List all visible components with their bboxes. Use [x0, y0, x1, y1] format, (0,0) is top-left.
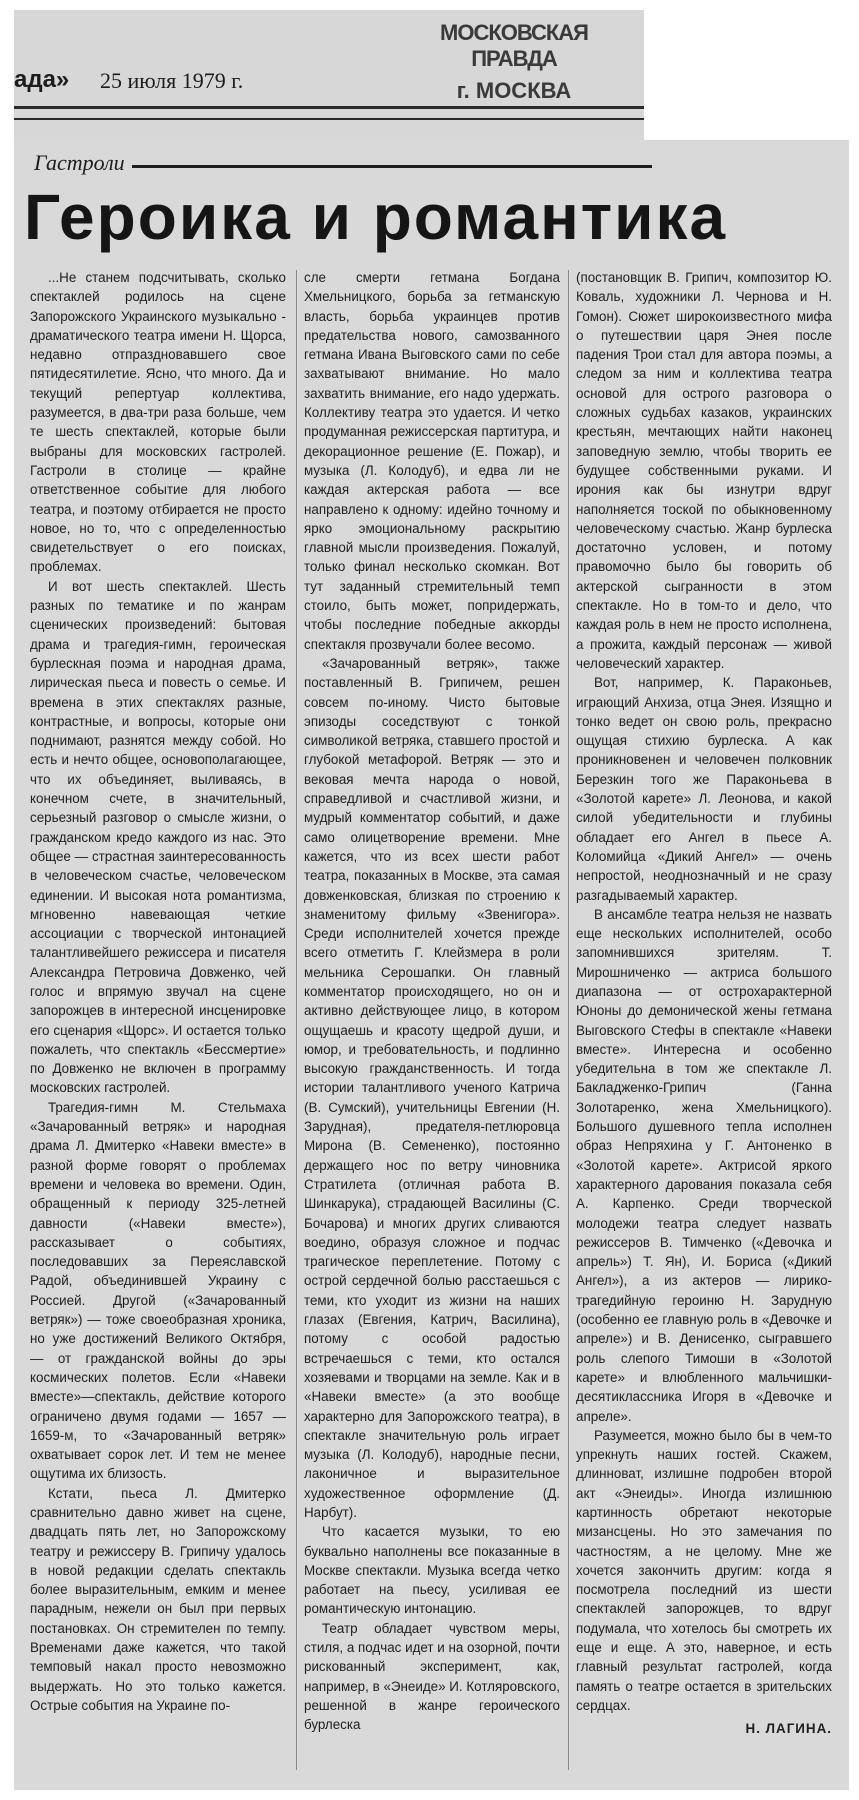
stamp-paper-name: МОСКОВСКАЯ ПРАВДА	[440, 20, 588, 71]
paragraph: сле смерти гетмана Богдана Хмельницкого, борьба за гетманскую власть, борьба украинцев против предательства нового, самозванного гетмана Ивана Выговского сами по себе захватывают внимание. Но мало захватить внимание, его надо удержать. Коллективу театра это удается. И четко продуманная режиссерская партитура, и декорационное решение (Е. Пожар), и музыка (Л. Колодуб), и едва ли не каждая актерская работа — все направлено к одному: идейно точному и ярко эмоциональному раскрытию главной мысли произведения. Пожалуй, только финал несколько скомкан. Вот тут заданный стремительный темп стоило, быть может, попридержать, чтобы последние победные аккорды спектакля прозвучали более весомо.	[304, 270, 560, 652]
author-signature: Н. ЛАГИНА.	[745, 1721, 832, 1737]
column-divider	[568, 270, 569, 1770]
rubric: Гастроли	[34, 150, 125, 175]
masthead-rule-secondary	[14, 118, 644, 120]
column-2	[304, 268, 560, 1735]
masthead-rule	[14, 106, 644, 109]
paragraph: «Зачарованный ветряк», также поставленный В. Грипичем, решен совсем по-иному. Чисто бытовые эпизоды соседствуют с тонкой символикой ветряка, ставшего простой и глубокой метафорой. Ветряк — это и вековая мечта народа о новой, справедливой и счастливой жизни, и мудрый комментатор событий, и даже само олицетворение времени. Мне кажется, что из всех шести работ театра, показанных в Москве, эта самая довженковская, близкая по строению к знаменитому фильму «Звенигора». Среди исполнителей хочется прежде всего отметить Г. Клейзмера в роли мельника Серошапки. Он главный комментатор происходящего, но он и активно действующее лицо, в котором ощущаешь и красоту щедрой души, и юмор, и требовательность, и подлинно высокую гражданственность. И тогда истории талантливого ученого Катрича (В. Сумский), учительницы Евгении (Н. Зарудная), предателя-петлюровца Мирона (В. Семененко), постоянно держащего нос по ветру чиновника Стратилета (отличная работа В. Шинкарука), страдающей Василины (С. Бочарова) и многих других сливаются воедино, образуя сложное и подчас трагическое переплетение. Потому с острой сердечной болью расстаешься с теми, кто уходит из жизни на наших глазах (Евгения, Катрич, Василина), потому с особой радостью встречаешься с теми, кто остался хозяевами и творцами на земле. Как и в «Навеки вместе» (а это вообще характерно для Запорожского театра), в спектакле значительную роль играет музыка (Л. Колодуб), народные песни, лаконичное и выразительное художественное оформление (Д. Нарбут).	[304, 655, 560, 1520]
paragraph: ...Не станем подсчитывать, сколько спектаклей родилось на сцене Запорожского Украинского музыкально - драматического театра имени Н. Щорса, недавно отпраздновавшего свое пятидесятилетие. Ясно, что много. Да и текущий репертуар коллектива, разумеется, в два-три раза больше, чем те шесть спектаклей, которые были выбраны для московских гастролей. Гастроли в столице — крайне ответственное событие для любого театра, и поэтому отбирается не просто новое, но то, что с определенностью свидетельствует о его поисках, проблемах.	[30, 270, 286, 575]
paragraph: Кстати, пьеса Л. Дмитерко сравнительно давно живет на сцене, двадцать пять лет, но Запорожскому театру и режиссеру В. Грипичу удалось в новой редакции сделать спектакль более выразительным, емким и менее парадным, нежели он был при первых постановках. Он стремителен по темпу. Временами даже кажется, что такой темповый накал просто невозможно выдержать. Но это только кажется. Острые события на Украине по-	[30, 1485, 286, 1713]
paragraph: (постановщик В. Грипич, композитор Ю. Коваль, художники Л. Чернова и Н. Гомон). Сюжет широкоизвестного мифа о путешествии царя Энея после падения Трои стал для автора поэмы, а следом за ним и коллектива театра основой для острого разговора о сложных судьбах казаков, украинских крестьян, мечтающих найти наконец заповедную землю, чтобы творить ее будущее собственными руками. И ирония как бы изнутри вдруг наполняется тоской по обыкновенному человеческому счастью. Жанр бурлеска достаточно условен, и потому правомочно было бы говорить об актерской сыгранности в этом спектакле. Но в том-то и дело, что каждая роль в нем не просто исполнена, а прожита, каждый персонаж — живой человеческий характер.	[576, 270, 832, 671]
headline: Героика и романтика	[24, 181, 728, 253]
stamp-city: г. МОСКВА	[456, 78, 572, 103]
rubric-rule	[132, 165, 652, 168]
paragraph: Что касается музыки, то ею буквально наполнены все показанные в Москве спектакли. Музыка всегда четко работает на пьесу, усиливая ее романтическую интонацию.	[304, 1524, 560, 1617]
paragraph: Трагедия-гимн М. Стельмаха «Зачарованный ветряк» и народная драма Л. Дмитерко «Навеки вместе» в разной форме говорят о проблемах времени и человека во времени. Один, обращенный к периоду 325-летней давности («Навеки вместе»), рассказывает о событиях, последовавших за Переяславской Радой, объединившей Украину с Россией. Другой («Зачарованный ветряк») — тоже своеобразная хроника, но уже достижений Великого Октября, — от гражданской войны до эры космических полетов. Если «Навеки вместе»—спектакль, действие которого ограничено двумя годами — 1657 — 1659-м, то «Зачарованный ветряк» охватывает сорок лет. И тем не менее ощутима их близость.	[30, 1099, 286, 1482]
paper-name-fragment: ада»	[14, 66, 70, 93]
column-3	[576, 268, 832, 1739]
paragraph: В ансамбле театра нельзя не назвать еще нескольких исполнителей, особо запомнившихся зрителям. Т. Мирошниченко — актриса большого диапазона — от острохарактерной Юноны до демонической жены гетмана Выговского Стефы в спектакле «Навеки вместе». Интересна и особенно убедительна в том же спектакле Л. Бакладженко-Грипич (Ганна Золотаренко, жена Хмельницкого). Большого душевного тепла исполнен образ Непряхина у Г. Антоненко в «Золотой карете». Актрисой яркого характерного дарования показала себя А. Карпенко. Среди творческой молодежи театра следует назвать режиссеров В. Тимченко («Девочка и апрель») Т. Ян), И. Бориса («Дикий Ангел»), а из актеров — лирико-трагедийную героиню Н. Зарудную (особенно ее главную роль в «Девочке и апреле») и В. Денисенко, сыгравшего роль слепого Тимоши в «Золотой карете» и влюбленного мальчишки-десятиклассника Игоря в «Девочке и апреле».	[576, 906, 832, 1424]
column-divider	[296, 270, 297, 1770]
paragraph: Театр обладает чувством меры, стиля, а подчас идет и на озорной, почти рискованный эксперимент, как, например, в «Энеиде» И. Котляровского, решенной в жанре героического бурлеска	[304, 1620, 560, 1733]
archive-stamp	[396, 20, 632, 103]
paragraph: Вот, например, К. Параконьев, играющий Анхиза, отца Энея. Изящно и тонко ведет он свою роль, прекрасно ощущая стихию бурлеска. А как проникновенен и человечен полковник Березкин того же Параконьева в «Золотой карете» Л. Леонова, и какой силой убедительности и глубины обладает его Ангел в пьесе А. Коломийца «Дикий Ангел» — очень непростой, неоднозначный и не сразу разгадываемый характер.	[576, 675, 832, 903]
paragraph: Разумеется, можно было бы в чем-то упрекнуть наших гостей. Скажем, длинноват, излишне подробен второй акт «Энеиды». Иногда излишнюю картинность обретают некоторые мизансцены. Но это замечания по частностям, а не целому. Мне же хочется закончить другим: когда я посмотрела последний из шести спектаклей запорожцев, то вдруг подумала, что хотелось бы смотреть их еще и еще. А это, наверное, и есть главный результат гастролей, когда память о театре остается в зрительских сердцах.	[576, 1427, 832, 1713]
column-1	[30, 268, 286, 1715]
paragraph: И вот шесть спектаклей. Шесть разных по тематике и по жанрам сценических произведений: бытовая драма и трагедия-гимн, героическая бурлескная поэма и народная драма, лирическая пьеса и повесть о семье. И времена в этих спектаклях разные, контрастные, и вопросы, которые они поднимают, разнятся между собой. Но есть и нечто общее, основополагающее, что их объединяет, выливаясь, в конечном счете, в значительный, серьезный разговор о смысле жизни, о гражданском кредо каждого из нас. Это общее — страстная заинтересованность в человеческом счастье, человеческом единении. И высокая нота романтизма, мгновенно навевающая четкие ассоциации с творческой интонацией талантливейшего режиссера и писателя Александра Петровича Довженко, чей голос и впрямую звучал на сцене запорожцев в интересной инсценировке его сценария «Щорс». И остается только пожалеть, что спектакль «Бессмертие» по Довженко не включен в программу московских гастролей.	[30, 578, 286, 1096]
issue-date: 25 июля 1979 г.	[100, 68, 244, 93]
article	[14, 140, 849, 1790]
